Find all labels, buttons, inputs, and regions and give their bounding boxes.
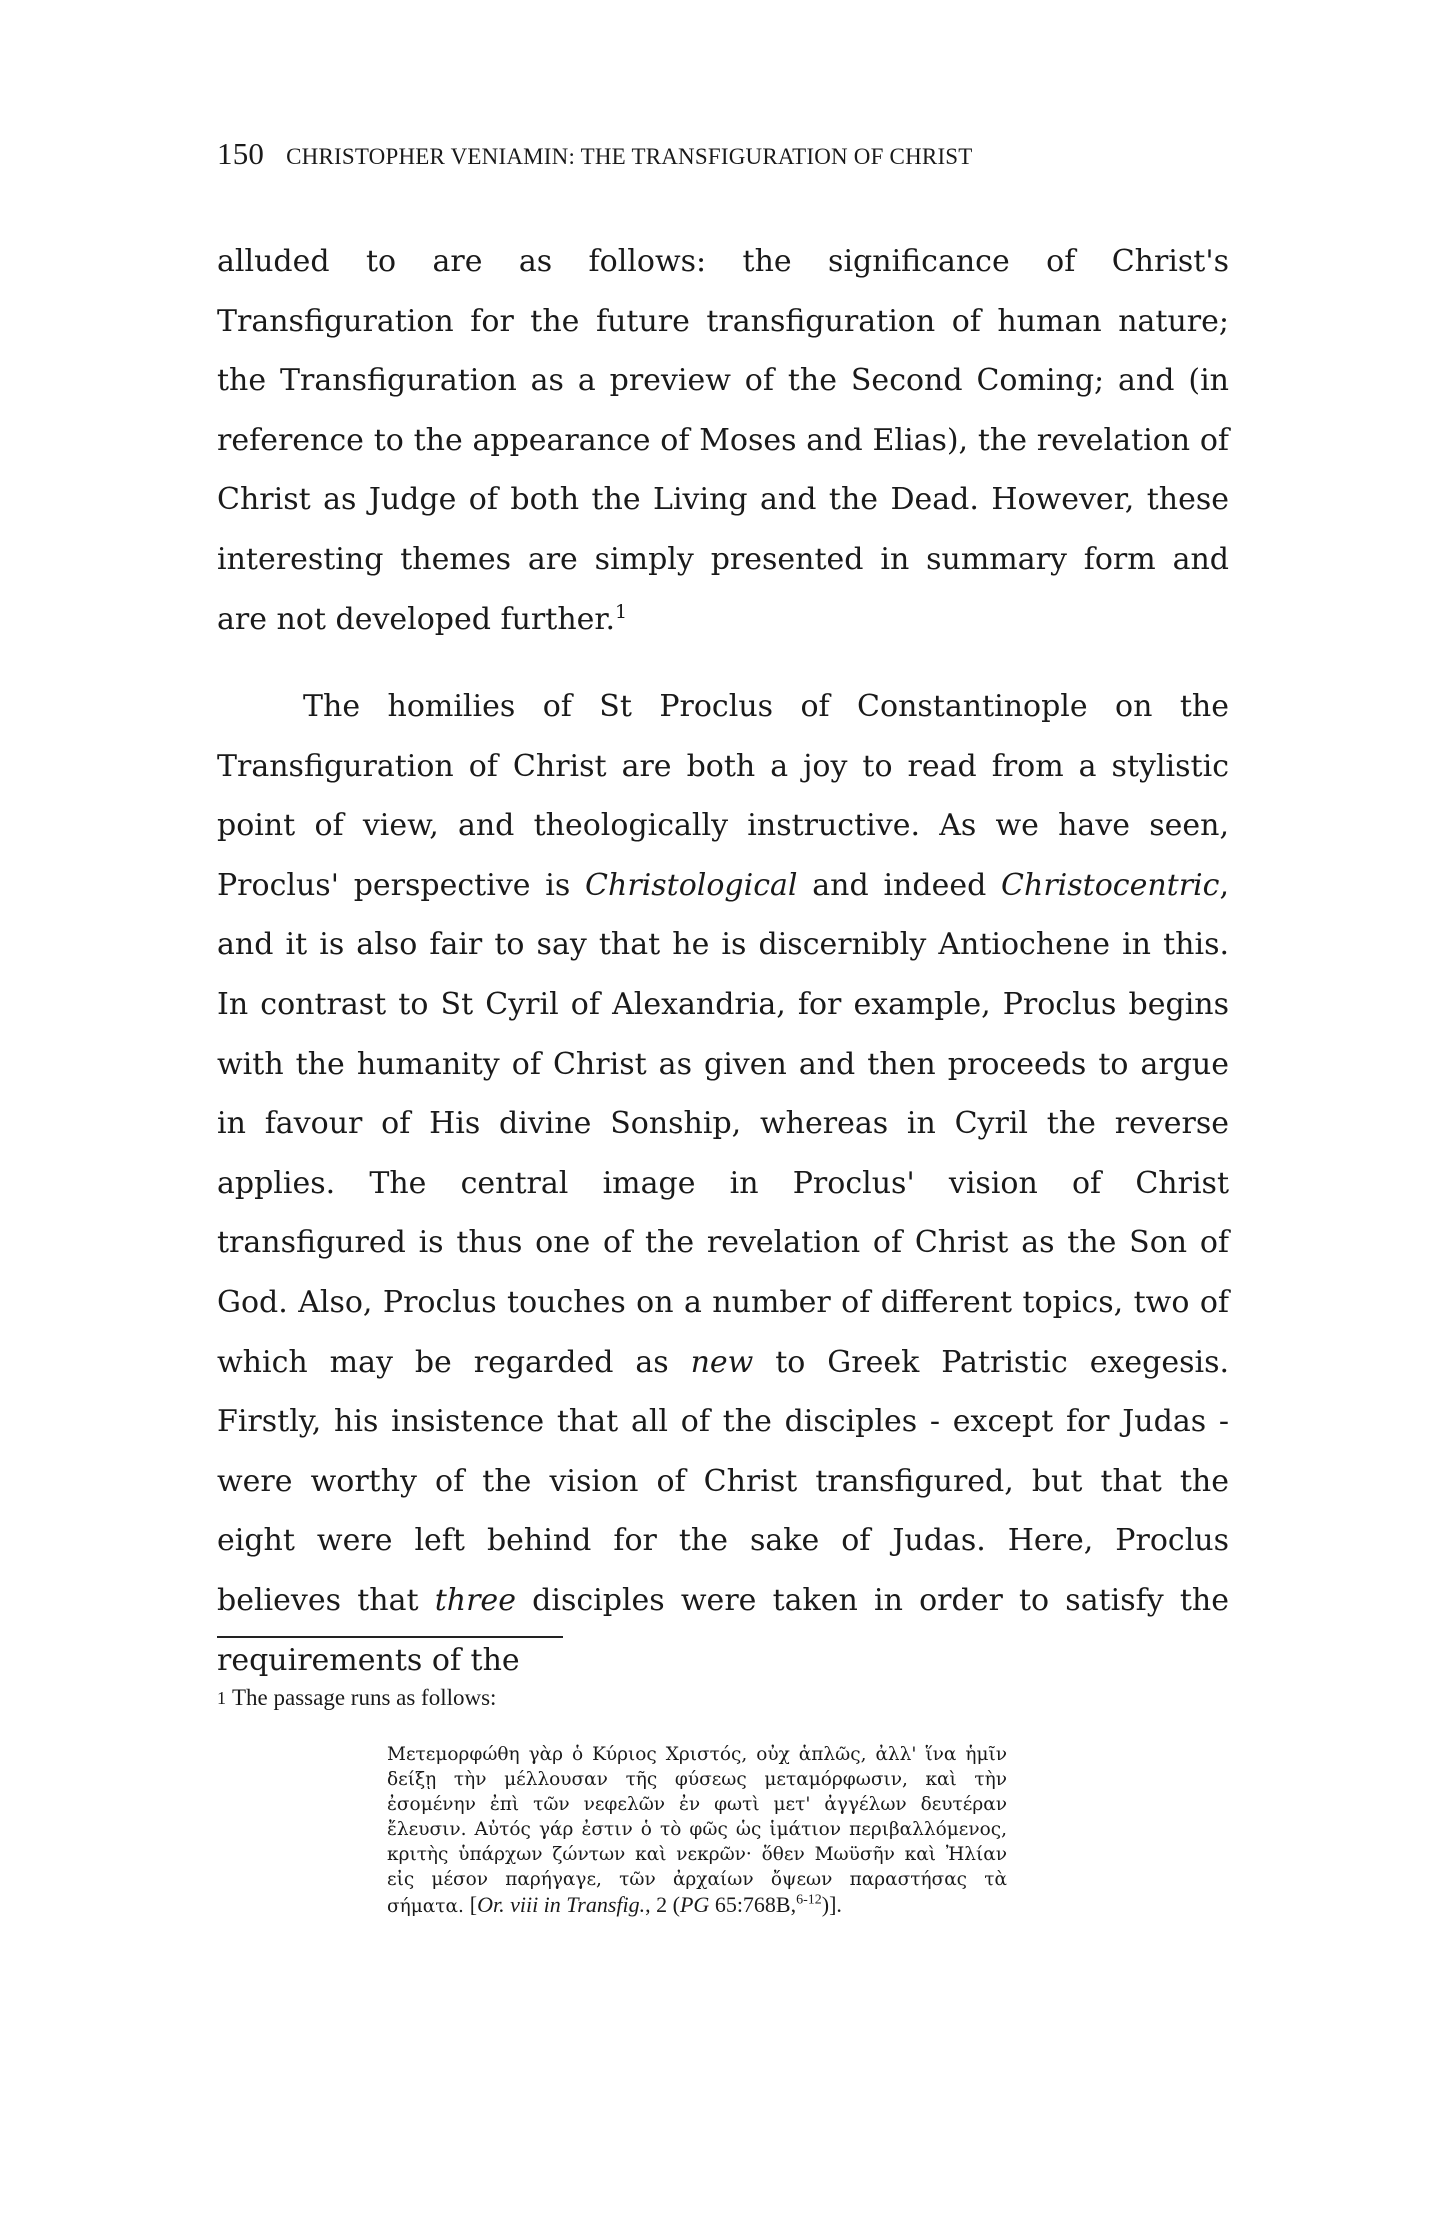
paragraph-2-text-1: The homilies of St Proclus of Constantinople on the Transfiguration of Christ are both a joy to read from a stylistic point of view, and theologically instructive. As we have seen, Proclus' perspective is: [217, 689, 1229, 903]
emphasis-three: three: [434, 1582, 516, 1618]
emphasis-christological: Christological: [585, 867, 798, 903]
footnote-number: 1: [217, 1688, 226, 1708]
paragraph-1: [217, 232, 1229, 649]
emphasis-new: new: [690, 1344, 754, 1380]
citation: [470, 1892, 842, 1917]
running-head: [217, 136, 1227, 172]
paragraph-2-text-3: , and it is also fair to say that he is discernibly Antiochene in this. In contrast to St Cyril of Alexandria, for example, Proclus begins with the humanity of Christ as given and then proceeds to argue in favour of His divine Sonship, whereas in Cyril the reverse applies. The central image in Proclus' vision of Christ transfigured is thus one of the revelation of Christ as the Son of God. Also, Proclus touches on a number of different topics, two of which may be regarded as: [217, 867, 1229, 1380]
citation-work: Or. viii in Transfig.: [477, 1892, 646, 1917]
paragraph-2: [217, 677, 1229, 1690]
running-title: CHRISTOPHER VENIAMIN: THE TRANSFIGURATION OF CHRIST: [286, 144, 973, 169]
footnote-text: The passage runs as follows:: [232, 1685, 497, 1710]
citation-section: , 2 (: [645, 1892, 680, 1917]
paragraph-1-text: alluded to are as follows: the significance of Christ's Transfiguration for the future transfiguration of human nature; the Transfiguration as a preview of the Second Coming; and (in reference to the appearance of Moses and Elias), the revelation of Christ as Judge of both the Living and the Dead. However, these interesting themes are simply presented in summary form and are not developed further.: [217, 244, 1229, 637]
citation-open: [: [469, 1892, 478, 1917]
citation-location: 65:768B,: [709, 1892, 797, 1917]
citation-lines: 6-12: [796, 1892, 822, 1908]
greek-text: Μετεμορφώθη γὰρ ὁ Κύριος Χριστός, οὐχ ἁπλῶς, ἀλλ' ἵνα ἡμῖν δείξῃ τὴν μέλλουσαν τῆς φύσεως μεταμόρφωσιν, καὶ τὴν ἐσομένην ἐπὶ τῶν νεφελῶν ἐν φωτὶ μετ' ἀγγέλων δευτέραν ἔλευσιν. Αὐτός γάρ ἐστιν ὁ τὸ φῶς ὡς ἱμάτιον περιβαλλόμενος, κριτὴς ὑπάρχων ζώντων καὶ νεκρῶν· ὅθεν Μωϋσῆν καὶ Ἠλίαν εἰς μέσον παρήγαγε, τῶν ἀρχαίων ὄψεων παραστήσας τὰ σήματα.: [387, 1744, 1007, 1917]
paragraph-2-text-4: to Greek Patristic exegesis. Firstly, his insistence that all of the disciples - except for Judas - were worthy of the vision of Christ transfigured, but that the eight were left behind for the sake of Judas. Here, Proclus believes that: [217, 1344, 1230, 1618]
citation-close: )].: [821, 1892, 842, 1917]
footnote-separator: [217, 1636, 563, 1638]
page-number: 150: [217, 136, 265, 171]
citation-series: PG: [679, 1892, 710, 1917]
footnote: [217, 1683, 1217, 1713]
greek-quotation: [387, 1742, 1007, 1919]
emphasis-christocentric: Christocentric: [1001, 867, 1220, 903]
footnote-reference: 1: [614, 600, 628, 623]
paragraph-2-text-5: disciples were taken in order to satisfy the requirements of the: [217, 1582, 1230, 1678]
paragraph-2-text-2: and indeed: [797, 867, 1002, 903]
